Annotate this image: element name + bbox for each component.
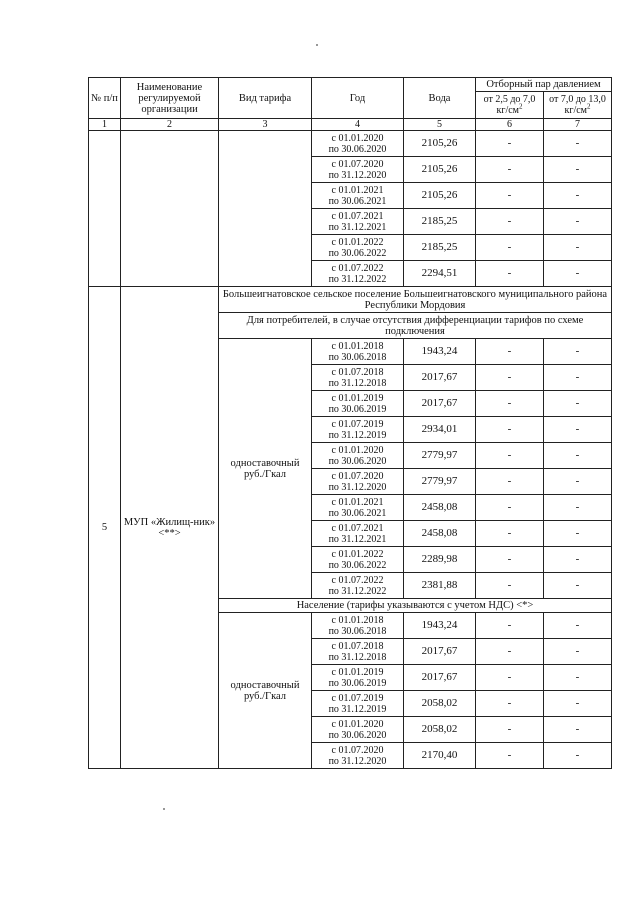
- period-cell: [312, 183, 404, 209]
- prev-num-cell: [89, 131, 121, 287]
- period-cell: [312, 157, 404, 183]
- population-title: Население (тарифы указываются с учетом НДС) <*>: [219, 599, 612, 613]
- water-value: 2058,02: [404, 717, 476, 743]
- steam-a-value: -: [476, 573, 544, 599]
- steam-b-value: -: [544, 339, 612, 365]
- period-cell: [312, 235, 404, 261]
- period-from: с 01.01.2019: [331, 392, 384, 404]
- period-to: по 30.06.2021: [328, 195, 387, 207]
- steam-b-value: -: [544, 573, 612, 599]
- col-number: 1: [89, 119, 121, 131]
- steam-b-value: -: [544, 639, 612, 665]
- steam-b-value: -: [544, 717, 612, 743]
- tariff-type: одноставочный руб./Гкал: [219, 339, 312, 599]
- period-to: по 30.06.2018: [328, 351, 387, 363]
- scan-speck: [316, 44, 318, 46]
- water-value: 2779,97: [404, 443, 476, 469]
- period-to: по 31.12.2021: [328, 221, 387, 233]
- period-from: с 01.07.2021: [331, 210, 384, 222]
- header-tariff: Вид тарифа: [219, 78, 312, 119]
- steam-a-value: -: [476, 417, 544, 443]
- steam-b-value: -: [544, 547, 612, 573]
- steam-b-value: -: [544, 443, 612, 469]
- period-to: по 30.06.2019: [328, 403, 387, 415]
- water-value: 2458,08: [404, 495, 476, 521]
- steam-b-value: -: [544, 691, 612, 717]
- steam-a-value: -: [476, 339, 544, 365]
- steam-a-value: -: [476, 131, 544, 157]
- steam-b-value: -: [544, 261, 612, 287]
- water-value: 2017,67: [404, 665, 476, 691]
- period-from: с 01.01.2021: [331, 184, 384, 196]
- steam-a-value: -: [476, 717, 544, 743]
- steam-a-value: -: [476, 209, 544, 235]
- water-value: 2017,67: [404, 365, 476, 391]
- period-cell: [312, 469, 404, 495]
- period-cell: [312, 665, 404, 691]
- period-cell: [312, 639, 404, 665]
- col-number: 3: [219, 119, 312, 131]
- steam-b-value: -: [544, 417, 612, 443]
- period-to: по 30.06.2020: [328, 455, 387, 467]
- period-cell: [312, 417, 404, 443]
- water-value: 2934,01: [404, 417, 476, 443]
- period-from: с 01.07.2020: [331, 158, 384, 170]
- water-value: 2458,08: [404, 521, 476, 547]
- period-cell: [312, 339, 404, 365]
- steam-a-value: -: [476, 639, 544, 665]
- steam-a-value: -: [476, 665, 544, 691]
- period-from: с 01.01.2022: [331, 236, 384, 248]
- water-value: 2105,26: [404, 157, 476, 183]
- period-to: по 31.12.2018: [328, 651, 387, 663]
- water-value: 2779,97: [404, 469, 476, 495]
- steam-a-value: -: [476, 261, 544, 287]
- steam-b-value: -: [544, 235, 612, 261]
- period-to: по 30.06.2020: [328, 143, 387, 155]
- period-from: с 01.01.2018: [331, 340, 384, 352]
- prev-org-cell: [121, 131, 219, 287]
- period-from: с 01.07.2018: [331, 640, 384, 652]
- tariff-table: [88, 77, 612, 769]
- steam-a-value: -: [476, 691, 544, 717]
- steam-a-value: -: [476, 521, 544, 547]
- header-year: Год: [312, 78, 404, 119]
- steam-a-value: -: [476, 235, 544, 261]
- col-number: 4: [312, 119, 404, 131]
- scan-speck: [163, 808, 165, 810]
- org-num: 5: [89, 287, 121, 769]
- header-water: Вода: [404, 78, 476, 119]
- water-value: 2170,40: [404, 743, 476, 769]
- steam-a-value: -: [476, 183, 544, 209]
- period-cell: [312, 613, 404, 639]
- period-cell: [312, 495, 404, 521]
- period-from: с 01.07.2019: [331, 692, 384, 704]
- period-from: с 01.01.2021: [331, 496, 384, 508]
- period-cell: [312, 717, 404, 743]
- steam-a-value: -: [476, 443, 544, 469]
- period-cell: [312, 261, 404, 287]
- period-cell: [312, 391, 404, 417]
- period-from: с 01.01.2018: [331, 614, 384, 626]
- header-num: № п/п: [89, 78, 121, 119]
- consumers-title: Для потребителей, в случае отсутствия дифференциации тарифов по схеме подключения: [219, 313, 612, 339]
- period-from: с 01.07.2022: [331, 262, 384, 274]
- header-steam: Отборный пар давлением: [476, 78, 612, 92]
- steam-b-value: -: [544, 495, 612, 521]
- period-to: по 31.12.2020: [328, 169, 387, 181]
- col-number: 6: [476, 119, 544, 131]
- steam-b-value: -: [544, 131, 612, 157]
- steam-b-value: -: [544, 391, 612, 417]
- period-cell: [312, 209, 404, 235]
- period-to: по 30.06.2019: [328, 677, 387, 689]
- period-cell: [312, 691, 404, 717]
- period-from: с 01.07.2019: [331, 418, 384, 430]
- water-value: 2105,26: [404, 183, 476, 209]
- steam-b-value: -: [544, 743, 612, 769]
- steam-a-value: -: [476, 743, 544, 769]
- water-value: 1943,24: [404, 339, 476, 365]
- col-number: 2: [121, 119, 219, 131]
- prev-tariff-cell: [219, 131, 312, 287]
- tariff-type: одноставочный руб./Гкал: [219, 613, 312, 769]
- steam-b-value: -: [544, 521, 612, 547]
- water-value: 2381,88: [404, 573, 476, 599]
- period-cell: [312, 521, 404, 547]
- steam-a-value: -: [476, 157, 544, 183]
- water-value: 2058,02: [404, 691, 476, 717]
- period-to: по 30.06.2022: [328, 247, 387, 259]
- period-to: по 31.12.2019: [328, 429, 387, 441]
- period-to: по 31.12.2021: [328, 533, 387, 545]
- period-to: по 30.06.2022: [328, 559, 387, 571]
- steam-a-value: -: [476, 495, 544, 521]
- header-steam-a: от 2,5 до 7,0 $кг/см^2$: [476, 92, 544, 119]
- period-cell: [312, 443, 404, 469]
- period-from: с 01.01.2019: [331, 666, 384, 678]
- steam-a-value: -: [476, 365, 544, 391]
- water-value: 2105,26: [404, 131, 476, 157]
- table-row: [89, 287, 612, 313]
- steam-a-value: -: [476, 469, 544, 495]
- water-value: 2017,67: [404, 391, 476, 417]
- water-value: 2017,67: [404, 639, 476, 665]
- col-number: 7: [544, 119, 612, 131]
- settlement-title: Большеигнатовское сельское поселение Большеигнатовского муниципального района Республики Мордовия: [219, 287, 612, 313]
- steam-b-value: -: [544, 613, 612, 639]
- period-from: с 01.01.2020: [331, 718, 384, 730]
- steam-b-value: -: [544, 469, 612, 495]
- period-to: по 31.12.2022: [328, 273, 387, 285]
- period-cell: [312, 365, 404, 391]
- period-to: по 30.06.2021: [328, 507, 387, 519]
- period-from: с 01.01.2022: [331, 548, 384, 560]
- period-from: с 01.07.2020: [331, 470, 384, 482]
- period-to: по 31.12.2019: [328, 703, 387, 715]
- table-row: [89, 131, 612, 157]
- water-value: 2185,25: [404, 235, 476, 261]
- steam-b-value: -: [544, 183, 612, 209]
- col-number: 5: [404, 119, 476, 131]
- org-name: МУП «Жилищ-ник» <**>: [121, 287, 219, 769]
- period-from: с 01.07.2021: [331, 522, 384, 534]
- water-value: 2185,25: [404, 209, 476, 235]
- period-cell: [312, 547, 404, 573]
- steam-b-value: -: [544, 157, 612, 183]
- steam-b-value: -: [544, 209, 612, 235]
- period-from: с 01.07.2020: [331, 744, 384, 756]
- steam-a-value: -: [476, 547, 544, 573]
- water-value: 1943,24: [404, 613, 476, 639]
- period-to: по 30.06.2018: [328, 625, 387, 637]
- period-cell: [312, 131, 404, 157]
- period-from: с 01.07.2018: [331, 366, 384, 378]
- period-cell: [312, 743, 404, 769]
- period-to: по 31.12.2020: [328, 481, 387, 493]
- period-to: по 31.12.2020: [328, 755, 387, 767]
- period-from: с 01.07.2022: [331, 574, 384, 586]
- period-to: по 30.06.2020: [328, 729, 387, 741]
- water-value: 2294,51: [404, 261, 476, 287]
- steam-a-value: -: [476, 391, 544, 417]
- period-from: с 01.01.2020: [331, 444, 384, 456]
- period-to: по 31.12.2018: [328, 377, 387, 389]
- steam-a-value: -: [476, 613, 544, 639]
- header-org: Наименование регулируемой организации: [121, 78, 219, 119]
- period-cell: [312, 573, 404, 599]
- steam-b-value: -: [544, 665, 612, 691]
- steam-b-value: -: [544, 365, 612, 391]
- header-steam-b: от 7,0 до 13,0 $кг/см^2$: [544, 92, 612, 119]
- period-from: с 01.01.2020: [331, 132, 384, 144]
- period-to: по 31.12.2022: [328, 585, 387, 597]
- water-value: 2289,98: [404, 547, 476, 573]
